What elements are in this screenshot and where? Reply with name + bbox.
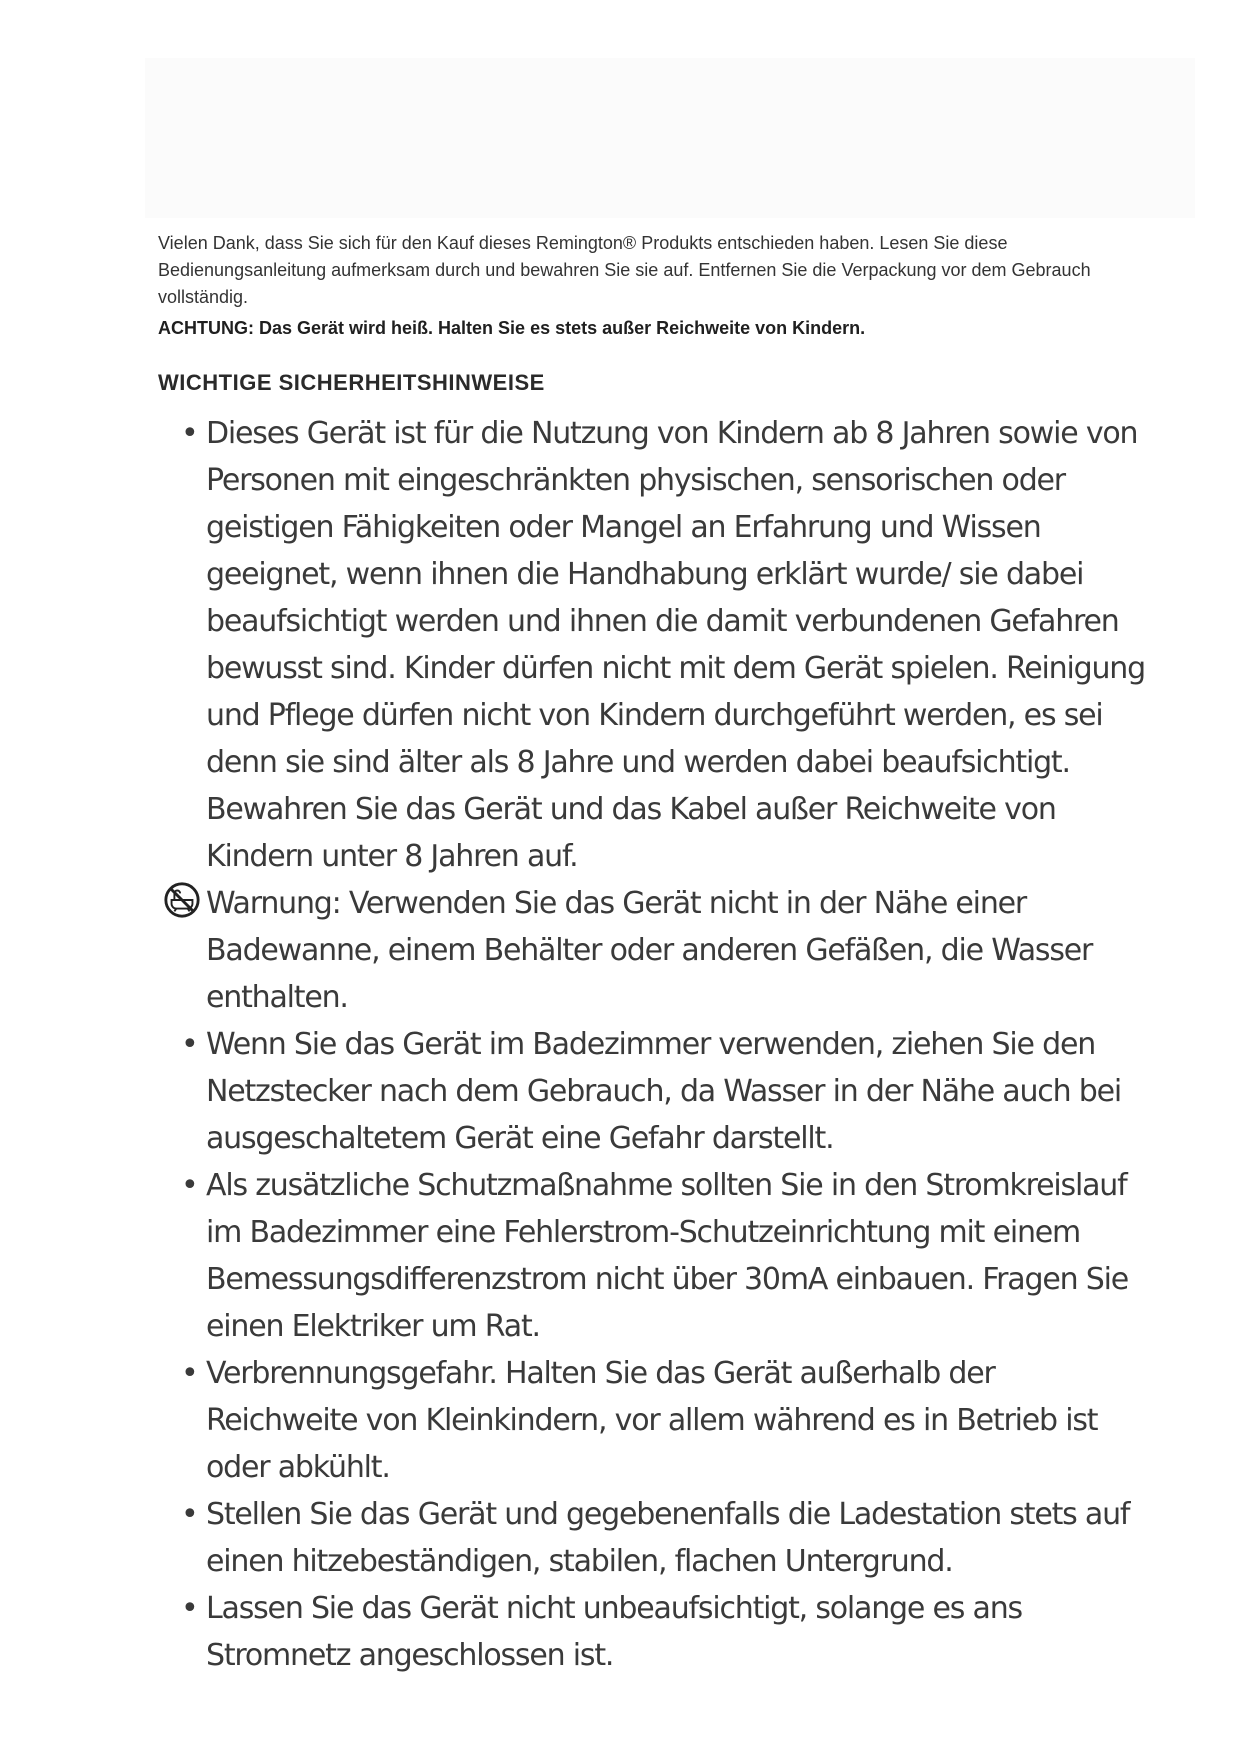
list-item	[158, 1021, 1148, 1162]
section-title: WICHTIGE SICHERHEITSHINWEISE	[158, 370, 545, 395]
list-item-text: Lassen Sie das Gerät nicht unbeaufsichtigt, solange es ans Stromnetz angeschlossen ist.	[206, 1591, 1022, 1673]
heat-warning: ACHTUNG: Das Gerät wird heiß. Halten Sie es stets außer Reichweite von Kindern.	[158, 318, 866, 338]
list-item-warning	[158, 880, 1148, 1021]
list-item	[158, 1491, 1148, 1585]
list-item-text: Als zusätzliche Schutzmaßnahme sollten Sie in den Stromkreislauf im Badezimmer eine Fehlerstrom-Schutzeinrichtung mit einem Bemessungsdifferenzstrom nicht über 30mA einbauen. Fragen Sie einen Elektriker um Rat.	[206, 1168, 1128, 1344]
no-bathtub-icon	[163, 881, 201, 919]
list-item-text: Dieses Gerät ist für die Nutzung von Kindern ab 8 Jahren sowie von Personen mit eingeschränkten physischen, sensorischen oder geistigen Fähigkeiten oder Mangel an Erfahrung und Wissen geeignet, wenn ihnen die Handhabung erklärt wurde/ sie dabei beaufsichtigt werden und ihnen die damit verbundenen Gefahren bewusst sind. Kinder dürfen nicht mit dem Gerät spielen. Reinigung und Pflege dürfen nicht von Kindern durchgeführt werden, es sei denn sie sind älter als 8 Jahre und werden dabei beaufsichtigt. Bewahren Sie das Gerät und das Kabel außer Reichweite von Kindern unter 8 Jahren auf.	[206, 416, 1145, 874]
header-band	[145, 58, 1195, 218]
bullet-marker: •	[181, 1497, 198, 1532]
bullet-marker: •	[181, 1168, 198, 1203]
list-item-text: Stellen Sie das Gerät und gegebenenfalls die Ladestation stets auf einen hitzebeständigen, stabilen, flachen Untergrund.	[206, 1497, 1130, 1579]
bullet-marker: •	[181, 1356, 198, 1391]
list-item-text: Warnung: Verwenden Sie das Gerät nicht in der Nähe einer Badewanne, einem Behälter oder anderen Gefäßen, die Wasser enthalten.	[206, 886, 1093, 1015]
bullet-marker: •	[181, 416, 198, 451]
list-item-text: Wenn Sie das Gerät im Badezimmer verwenden, ziehen Sie den Netzstecker nach dem Gebrauch, da Wasser in der Nähe auch bei ausgeschaltetem Gerät eine Gefahr darstellt.	[206, 1027, 1121, 1156]
list-item	[158, 1350, 1148, 1491]
safety-instructions-list	[158, 410, 1148, 1679]
list-item	[158, 1585, 1148, 1679]
intro-text: Vielen Dank, dass Sie sich für den Kauf dieses Remington® Produkts entschieden haben. Lesen Sie diese Bedienungsanleitung aufmerksam durch und bewahren Sie sie auf. Entfernen Sie die Verpackung vor dem Gebrauch vollständig.	[158, 233, 1091, 307]
bullet-marker: •	[181, 1591, 198, 1626]
intro-paragraph	[158, 230, 1138, 311]
bullet-marker: •	[181, 1027, 198, 1062]
list-item	[158, 1162, 1148, 1350]
list-item	[158, 410, 1148, 880]
list-item-text: Verbrennungsgefahr. Halten Sie das Gerät außerhalb der Reichweite von Kleinkindern, vor allem während es in Betrieb ist oder abkühlt.	[206, 1356, 1098, 1485]
